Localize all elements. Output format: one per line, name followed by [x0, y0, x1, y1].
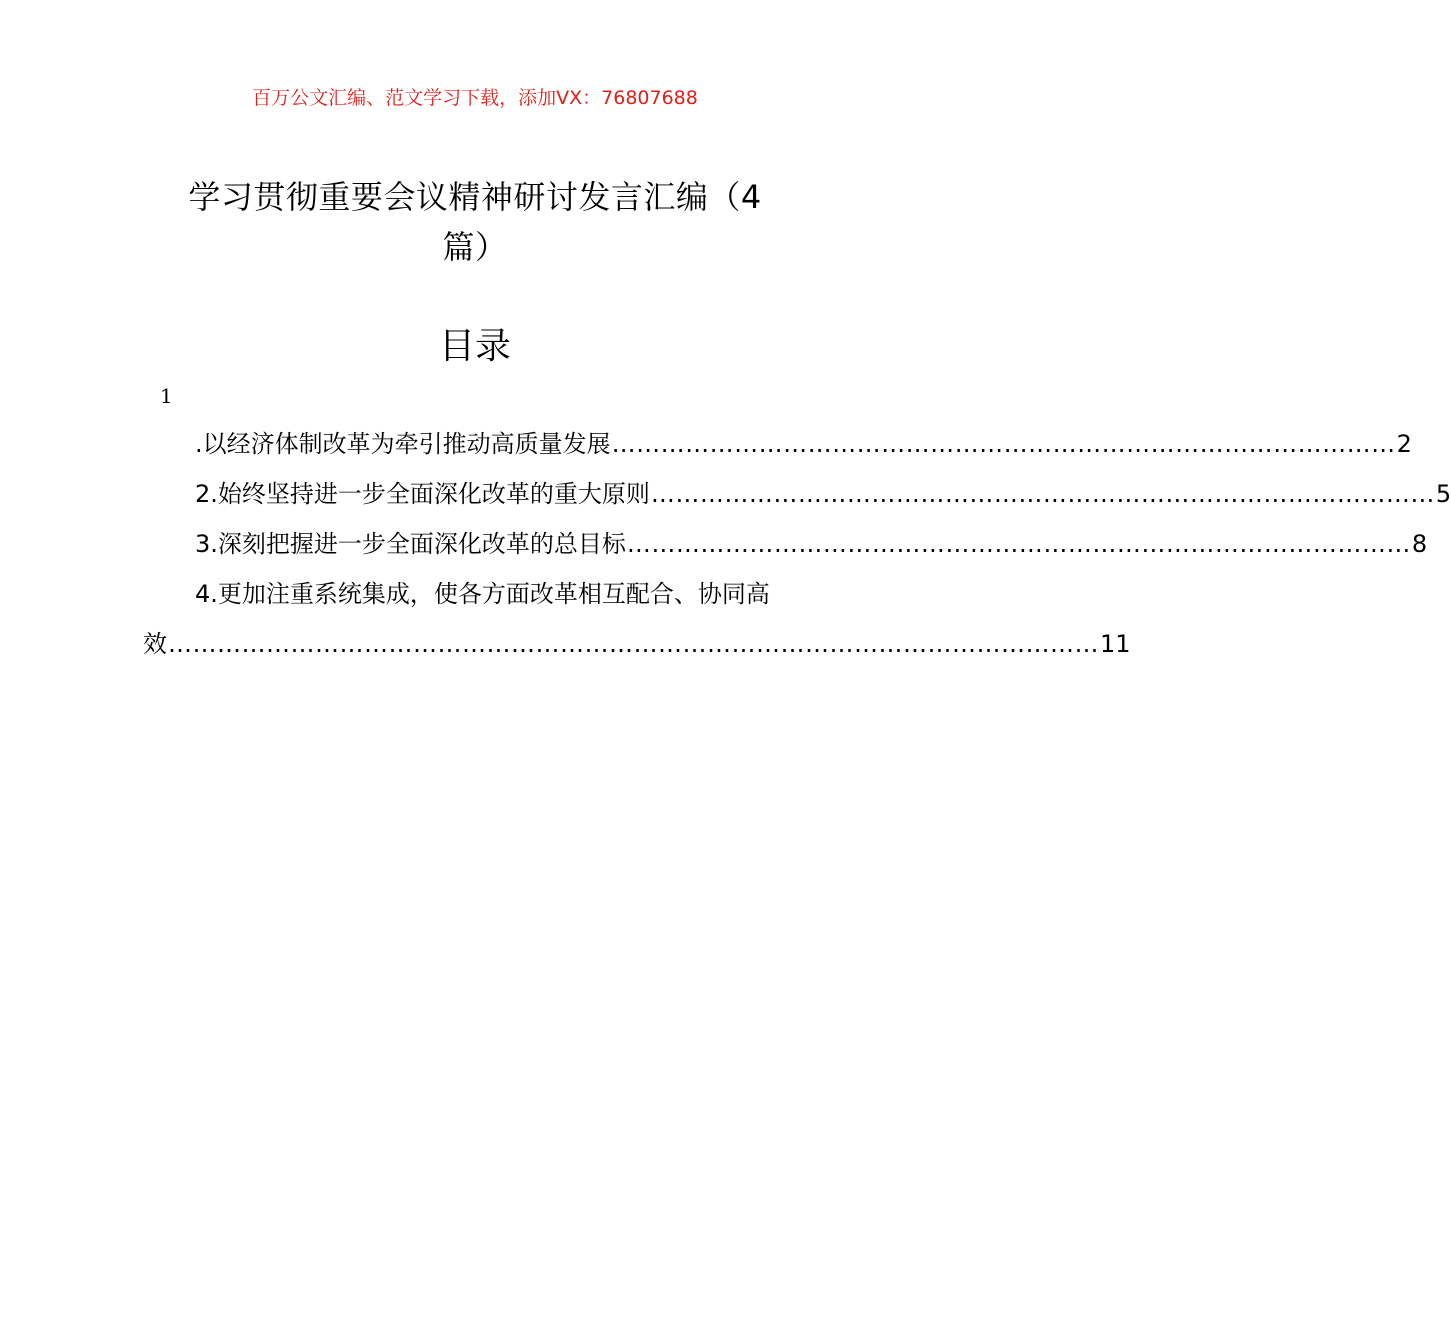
toc-leader-dots: …………………………………………………………………………………… [626, 530, 1411, 558]
header-watermark-note: 百万公文汇编、范文学习下载，添加VX：76807688 [252, 87, 698, 109]
toc-entry-4-line-1[interactable]: 4.更加注重系统集成，使各方面改革相互配合、协同高 [195, 580, 770, 608]
toc-page-number: 8 [1411, 530, 1428, 558]
toc-page-number: 2 [1396, 430, 1412, 458]
document-title-line-2: 篇） [442, 228, 508, 266]
toc-entry-label: 2.始终坚持进一步全面深化改革的重大原则 [195, 480, 650, 508]
toc-entry-4-line-2[interactable] [143, 626, 1131, 662]
toc-heading: 目录 [438, 326, 511, 367]
toc-page-number: 11 [1100, 630, 1131, 658]
toc-leader-dots: …………………………………………………………………………………… [650, 480, 1435, 508]
toc-entry-2[interactable] [195, 476, 1451, 512]
document-title-line-1: 学习贯彻重要会议精神研讨发言汇编（4 [188, 178, 762, 216]
toc-entry-label: 3.深刻把握进一步全面深化改革的总目标 [195, 530, 626, 558]
document-title [150, 172, 800, 272]
toc-entry-label: .以经济体制改革为牵引推动高质量发展 [195, 430, 611, 458]
toc-page-number: 5 [1435, 480, 1451, 508]
toc-entry-1[interactable] [195, 426, 1412, 462]
toc-leader-dots: …………………………………………………………………………………… [611, 430, 1396, 458]
toc-stray-number: 1 [160, 384, 173, 408]
toc-entry-3[interactable] [195, 526, 1428, 562]
toc-entry-label: 效 [143, 630, 167, 658]
toc-leader-dots: …………………………………………………………………………………………………… [168, 630, 1099, 658]
